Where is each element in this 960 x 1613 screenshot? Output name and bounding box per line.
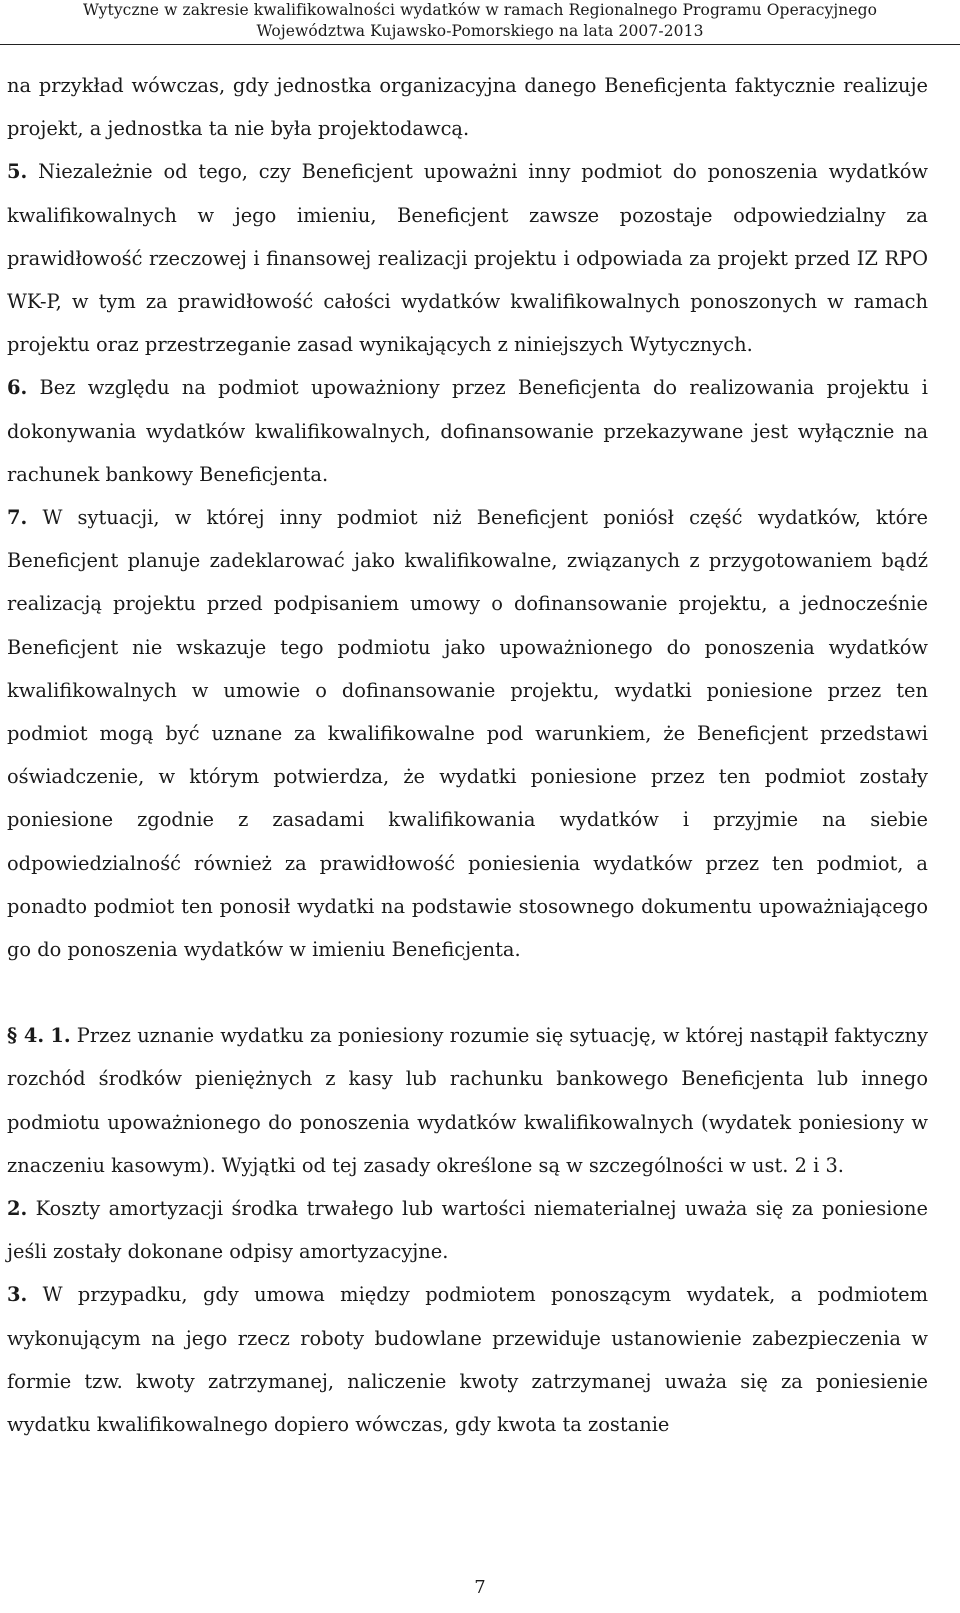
paragraph-5 (7, 150, 928, 366)
paragraph-number: 1. (50, 1024, 71, 1048)
paragraph-number: 6. (7, 376, 28, 400)
paragraph-6 (7, 366, 928, 496)
paragraph-text: Przez uznanie wydatku za poniesiony rozumie się sytuację, w której nastąpił faktyczny rozchód środków pieniężnych z kasy lub rachunku bankowego Beneficjenta lub innego podmiotu upoważnionego do ponoszenia wydatków kwalifikowalnych (wydatek poniesiony w znaczeniu kasowym). Wyjątki od tej zasady określone są w szczególności w ust. 2 i 3. (7, 1024, 928, 1177)
header-line-2: Województwa Kujawsko-Pomorskiego na lata 2007-2013 (256, 22, 704, 40)
header-line-1: Wytyczne w zakresie kwalifikowalności wydatków w ramach Regionalnego Programu Operacyjnego (82, 1, 878, 19)
section-spacer (7, 971, 928, 1014)
section-4-paragraph-3 (7, 1273, 928, 1446)
page-header (0, 0, 960, 44)
paragraph-text: Bez względu na podmiot upoważniony przez Beneficjenta do realizowania projektu i dokonywania wydatków kwalifikowalnych, dofinansowanie przekazywane jest wyłącznie na rachunek bankowy Beneficjenta. (7, 376, 928, 486)
header-divider (0, 44, 960, 45)
paragraph-number: 2. (7, 1197, 28, 1221)
paragraph-text: W przypadku, gdy umowa między podmiotem ponoszącym wydatek, a podmiotem wykonującym na jego rzecz roboty budowlane przewiduje ustanowienie zabezpieczenia w formie tzw. kwoty zatrzymanej, naliczenie kwoty zatrzymanej uważa się za poniesienie wydatku kwalifikowalnego dopiero wówczas, gdy kwota ta zostanie (7, 1283, 928, 1437)
section-label: § 4. (7, 1024, 45, 1048)
paragraph-number: 5. (7, 160, 28, 184)
document-body (7, 64, 928, 1446)
paragraph-text: Koszty amortyzacji środka trwałego lub wartości niematerialnej uważa się za poniesione jeśli zostały dokonane odpisy amortyzacyjne. (7, 1197, 928, 1264)
paragraph-number: 3. (7, 1283, 28, 1307)
page-number: 7 (474, 1577, 486, 1598)
paragraph-text: Niezależnie od tego, czy Beneficjent upoważni inny podmiot do ponoszenia wydatków kwalifikowalnych w jego imieniu, Beneficjent zawsze pozostaje odpowiedzialny za prawidłowość rzeczowej i finansowej realizacji projektu i odpowiada za projekt przed IZ RPO WK-P, w tym za prawidłowość całości wydatków kwalifikowalnych ponoszonych w ramach projektu oraz przestrzeganie zasad wynikających z niniejszych Wytycznych. (7, 160, 928, 357)
section-4-paragraph-1 (7, 1014, 928, 1187)
paragraph-text: W sytuacji, w której inny podmiot niż Beneficjent poniósł część wydatków, które Beneficjent planuje zadeklarować jako kwalifikowalne, związanych z przygotowaniem bądź realizacją projektu przed podpisaniem umowy o dofinansowanie projektu, a jednocześnie Beneficjent nie wskazuje tego podmiotu jako upoważnionego do ponoszenia wydatków kwalifikowalnych w umowie o dofinansowanie projektu, wydatki poniesione przez ten podmiot mogą być uznane za kwalifikowalne pod warunkiem, że Beneficjent przedstawi oświadczenie, w którym potwierdza, że wydatki poniesione przez ten podmiot zostały poniesione zgodnie z zasadami kwalifikowania wydatków i przyjmie na siebie odpowiedzialność również za prawidłowość poniesienia wydatków przez ten podmiot, a ponadto podmiot ten ponosił wydatki na podstawie stosownego dokumentu upoważniającego go do ponoszenia wydatków w imieniu Beneficjenta. (7, 506, 928, 962)
section-4-paragraph-2 (7, 1187, 928, 1273)
paragraph-number: 7. (7, 506, 28, 530)
paragraph-7 (7, 496, 928, 971)
paragraph-continuation: na przykład wówczas, gdy jednostka organizacyjna danego Beneficjenta faktycznie realizuje projekt, a jednostka ta nie była projektodawcą. (7, 74, 928, 141)
